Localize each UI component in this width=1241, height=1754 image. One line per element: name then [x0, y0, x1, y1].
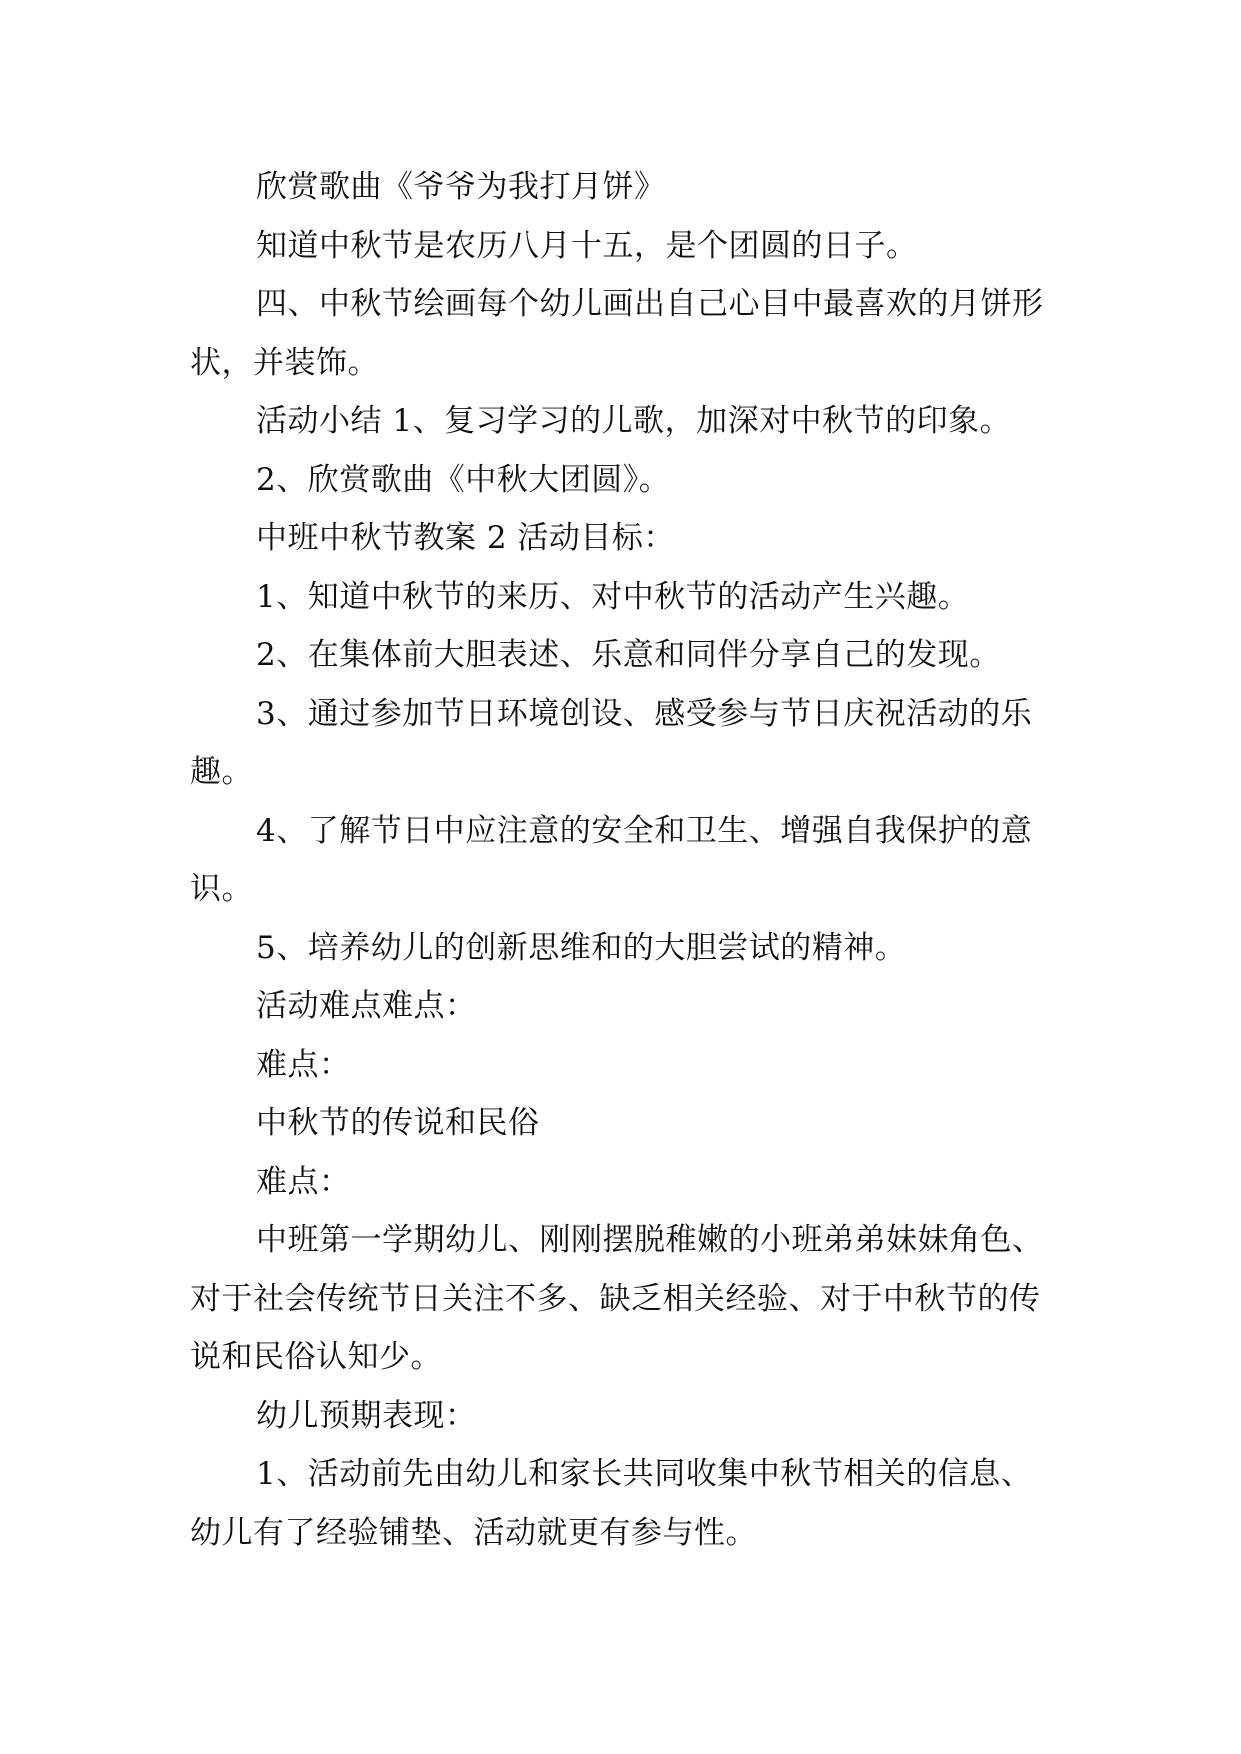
paragraph: 活动难点难点： — [256, 988, 477, 1024]
paragraph: 欣赏歌曲《爷爷为我打月饼》 — [256, 169, 666, 205]
paragraph: 难点： — [256, 1163, 351, 1200]
paragraph: 难点： — [256, 1046, 351, 1083]
paragraph: 中班第一学期幼儿、刚刚摆脱稚嫩的小班弟弟妹妹角色、对于社会传统节日关注不多、缺乏相关经验、对于中秋节的传说和民俗认知少。 — [190, 1222, 1044, 1375]
paragraph: 中秋节的传说和民俗 — [256, 1105, 540, 1141]
paragraph: 1、知道中秋节的来历、对中秋节的活动产生兴趣。 — [256, 578, 970, 615]
paragraph: 幼儿预期表现： — [256, 1397, 477, 1434]
paragraph: 中班中秋节教案 2 活动目标： — [256, 520, 675, 556]
paragraph: 活动小结 1、复习学习的儿歌，加深对中秋节的印象。 — [256, 403, 1012, 439]
paragraph: 5、培养幼儿的创新思维和的大胆尝试的精神。 — [256, 929, 907, 966]
document-body — [190, 158, 1060, 1562]
paragraph: 3、通过参加节日环境创设、感受参与节日庆祝活动的乐趣。 — [190, 695, 1033, 790]
paragraph: 1、活动前先由幼儿和家长共同收集中秋节相关的信息、幼儿有了经验铺垫、活动就更有参与性。 — [190, 1456, 1033, 1551]
paragraph: 知道中秋节是农历八月十五，是个团圆的日子。 — [256, 227, 918, 264]
paragraph: 4、了解节日中应注意的安全和卫生、增强自我保护的意识。 — [190, 812, 1033, 907]
paragraph: 2、欣赏歌曲《中秋大团圆》。 — [256, 461, 671, 498]
paragraph: 2、在集体前大胆表述、乐意和同伴分享自己的发现。 — [256, 637, 1001, 673]
paragraph: 四、中秋节绘画每个幼儿画出自己心目中最喜欢的月饼形状，并装饰。 — [190, 286, 1044, 381]
